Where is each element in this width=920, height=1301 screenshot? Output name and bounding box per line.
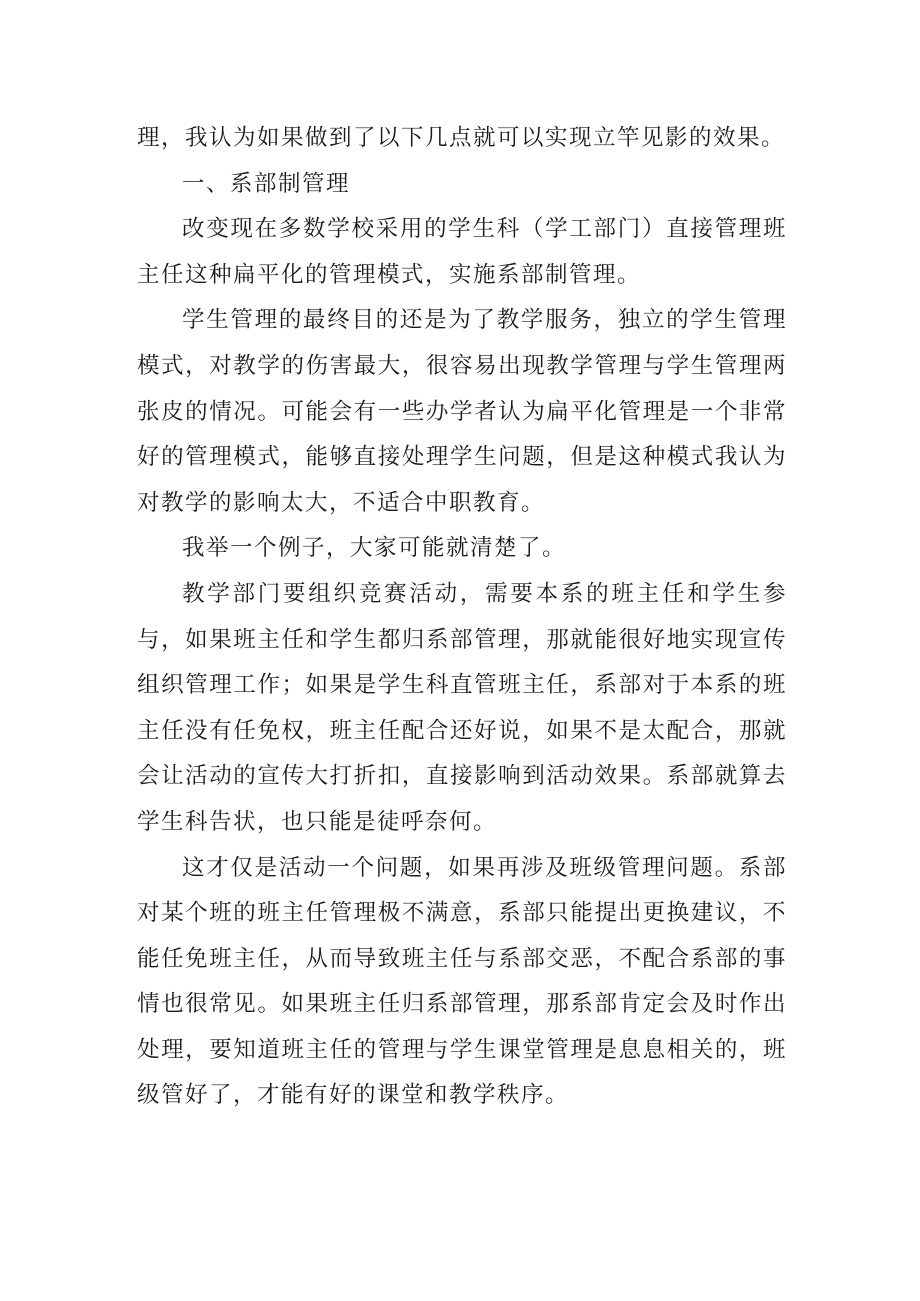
paragraph: 改变现在多数学校采用的学生科（学工部门）直接管理班主任这种扁平化的管理模式，实施系部制管理。 (137, 216, 787, 288)
paragraph: 这才仅是活动一个问题，如果再涉及班级管理问题。系部对某个班的班主任管理极不满意，系部只能提出更换建议，不能任免班主任，从而导致班主任与系部交恶，不配合系部的事情也很常见。如果班主任归系部管理，那系部肯定会及时作出处理，要知道班主任的管理与学生课堂管理是息息相关的，班级管好了，才能有好的课堂和教学秩序。 (137, 854, 787, 1109)
section-heading: 一、系部制管理 (182, 170, 351, 197)
paragraph: 我举一个例子，大家可能就清楚了。 (182, 535, 567, 562)
document-body (137, 116, 787, 1119)
paragraph-continuation: 理，我认为如果做到了以下几点就可以实现立竿见影的效果。 (137, 125, 786, 151)
paragraph: 教学部门要组织竞赛活动，需要本系的班主任和学生参与，如果班主任和学生都归系部管理，那就能很好地实现宣传组织管理工作；如果是学生科直管班主任，系部对于本系的班主任没有任免权，班主任配合还好说，如果不是太配合，那就会让活动的宣传大打折扣，直接影响到活动效果。系部就算去学生科告状，也只能是徒呼奈何。 (137, 580, 787, 835)
paragraph: 学生管理的最终目的还是为了教学服务，独立的学生管理模式，对教学的伤害最大，很容易出现教学管理与学生管理两张皮的情况。可能会有一些办学者认为扁平化管理是一个非常好的管理模式，能够直接处理学生问题，但是这种模式我认为对教学的影响太大，不适合中职教育。 (137, 307, 787, 516)
